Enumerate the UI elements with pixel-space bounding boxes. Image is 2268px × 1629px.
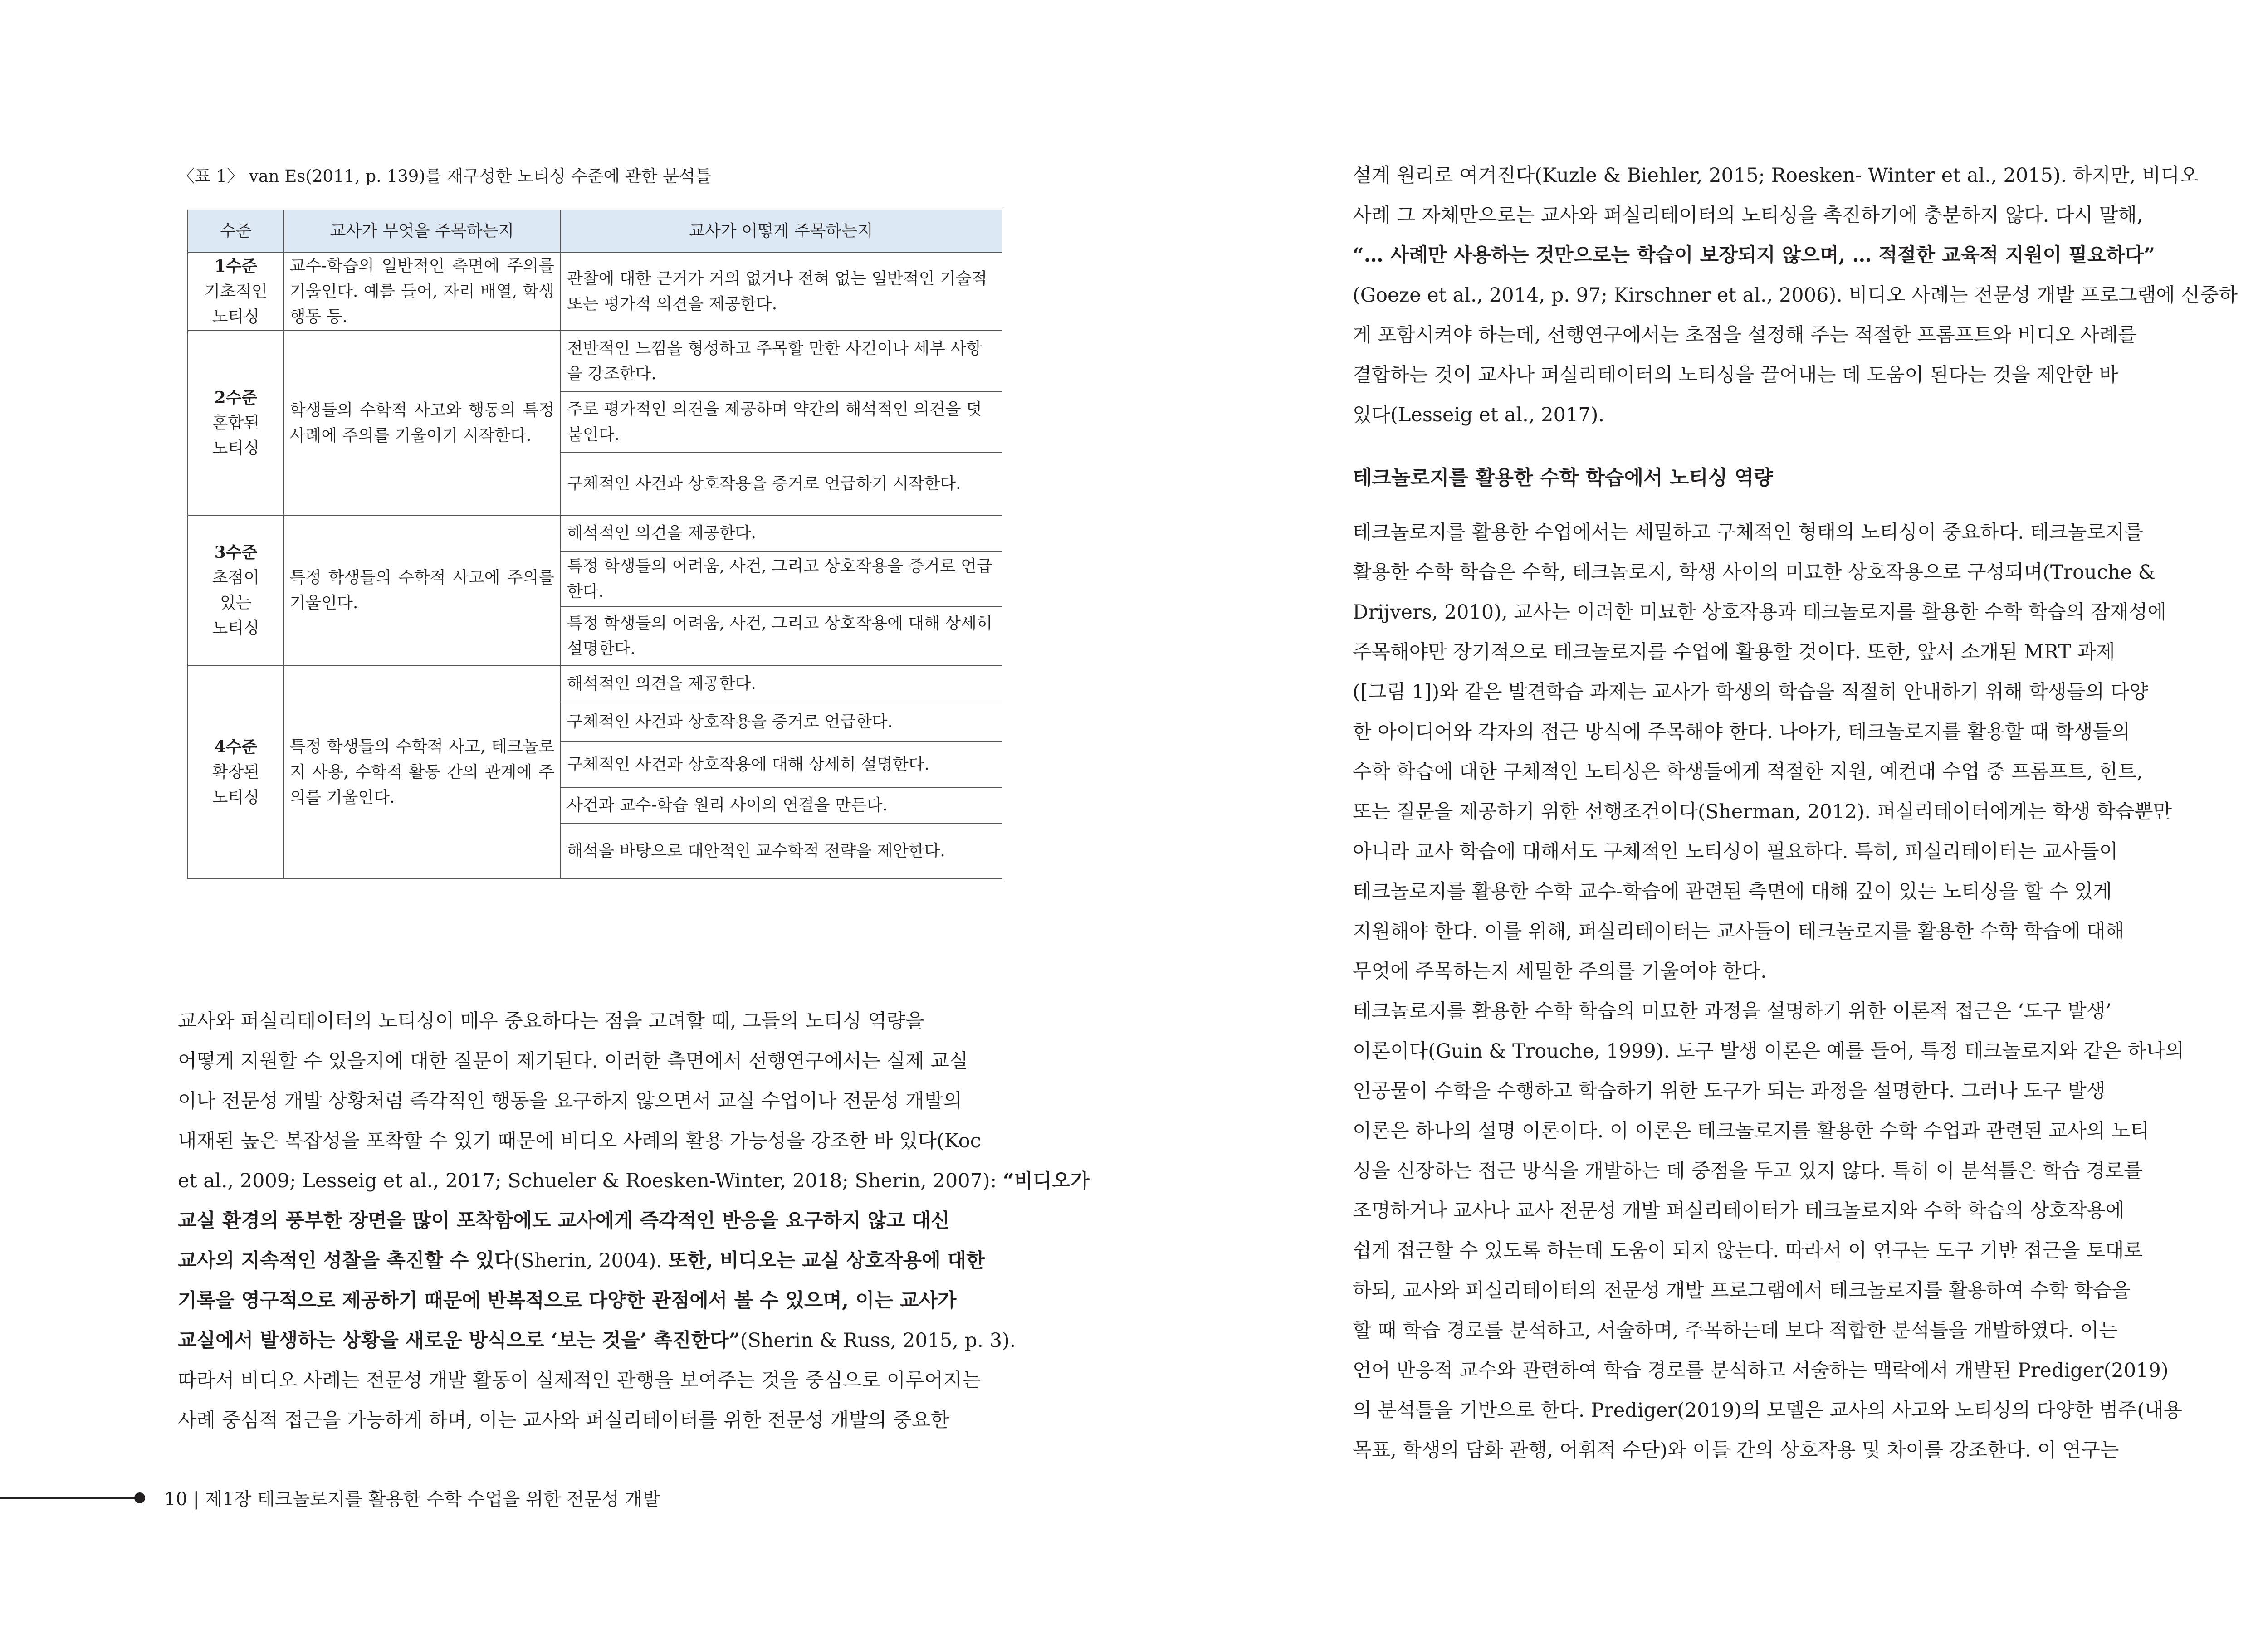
text-run: 지원해야 한다. 이를 위해, 퍼실리테이터는 교사들이 테크놀로지를 활용한 수학 학습에 대해 bbox=[1353, 920, 2124, 943]
text-line bbox=[1353, 592, 2251, 632]
text-line bbox=[178, 1241, 1031, 1281]
text-run: 내재된 높은 복잡성을 포착할 수 있기 때문에 비디오 사례의 활용 가능성을 강조한 바 있다(Koc bbox=[178, 1130, 981, 1152]
text-line bbox=[1353, 275, 2251, 315]
table-row bbox=[188, 515, 1002, 551]
how-cell: 관찰에 대한 근거가 거의 없거나 전혀 없는 일반적인 기술적 또는 평가적 의견을 제공한다. bbox=[560, 253, 1002, 331]
text-run: 무엇에 주목하는지 세밀한 주의를 기울여야 한다. bbox=[1353, 960, 1767, 983]
text-line bbox=[178, 1081, 1031, 1121]
table-row bbox=[188, 331, 1002, 392]
text-line bbox=[1353, 512, 2251, 552]
header-what: 교사가 무엇을 주목하는지 bbox=[284, 210, 560, 253]
text-line bbox=[178, 1001, 1031, 1041]
text-line bbox=[1353, 355, 2251, 395]
level-name: 혼합된 bbox=[212, 413, 260, 432]
text-line bbox=[1353, 395, 2251, 435]
how-cell: 구체적인 사건과 상호작용을 증거로 언급한다. bbox=[560, 702, 1002, 742]
bold-text: “비디오가 bbox=[1002, 1170, 1090, 1192]
text-run: Drijvers, 2010), 교사는 이러한 미묘한 상호작용과 테크놀로지를 활용한 수학 학습의 잠재성에 bbox=[1353, 601, 2166, 624]
text-run: 결합하는 것이 교사나 퍼실리테이터의 노티싱을 끌어내는 데 도움이 된다는 것을 제안한 바 bbox=[1353, 364, 2118, 386]
how-cell: 특정 학생들의 어려움, 사건, 그리고 상호작용을 증거로 언급한다. bbox=[560, 551, 1002, 607]
what-cell: 학생들의 수학적 사고와 행동의 특정 사례에 주의를 기울이기 시작한다. bbox=[284, 331, 560, 515]
text-run: (Sherin & Russ, 2015, p. 3). bbox=[740, 1329, 1016, 1352]
level-name: 노티싱 bbox=[212, 619, 260, 638]
level-number: 4수준 bbox=[214, 737, 258, 756]
text-line bbox=[1353, 912, 2251, 951]
text-line bbox=[1353, 1390, 2251, 1430]
text-line bbox=[1353, 872, 2251, 912]
bold-text: 교사의 지속적인 성찰을 촉진할 수 있다 bbox=[178, 1249, 513, 1272]
bold-text: “… 사례만 사용하는 것만으로는 학습이 보장되지 않으며, … 적절한 교육적 지원이 필요하다” bbox=[1353, 244, 2155, 267]
text-line bbox=[1353, 672, 2251, 712]
left-footer bbox=[0, 1483, 1189, 1510]
text-run: 이론이다(Guin & Trouche, 1999). 도구 발생 이론은 예를 들어, 특정 테크놀로지와 같은 하나의 bbox=[1353, 1040, 2184, 1063]
text-run: 테크놀로지를 활용한 수업에서는 세밀하고 구체적인 형태의 노티싱이 중요하다. 테크놀로지를 bbox=[1353, 521, 2143, 544]
text-line bbox=[1353, 951, 2251, 991]
text-run: 이론은 하나의 설명 이론이다. 이 이론은 테크놀로지를 활용한 수학 수업과 관련된 교사의 노티 bbox=[1353, 1120, 2150, 1142]
text-run: (Goeze et al., 2014, p. 97; Kirschner et al., 2006). 비디오 사례는 전문성 개발 프로그램에 신중하 bbox=[1353, 284, 2238, 307]
level-number: 2수준 bbox=[214, 388, 258, 407]
text-line bbox=[1353, 792, 2251, 832]
how-cell: 해석적인 의견을 제공한다. bbox=[560, 515, 1002, 551]
what-cell: 특정 학생들의 수학적 사고에 주의를 기울인다. bbox=[284, 515, 560, 666]
text-run: 테크놀로지를 활용한 수학 교수-학습에 관련된 측면에 대해 깊이 있는 노티싱을 할 수 있게 bbox=[1353, 880, 2112, 903]
footer-dot bbox=[134, 1492, 145, 1503]
text-run: 어떻게 지원할 수 있을지에 대한 질문이 제기된다. 이러한 측면에서 선행연구에서는 실제 교실 bbox=[178, 1050, 968, 1073]
text-run: 설계 원리로 여겨진다(Kuzle & Biehler, 2015; Roesken- Winter et al., 2015). 하지만, 비디오 bbox=[1353, 164, 2199, 187]
text-line bbox=[1353, 1231, 2251, 1271]
level-number: 1수준 bbox=[214, 257, 258, 276]
text-run: 하되, 교사와 퍼실리테이터의 전문성 개발 프로그램에서 테크놀로지를 활용하여 수학 학습을 bbox=[1353, 1279, 2131, 1302]
text-line bbox=[1353, 991, 2251, 1031]
level-name: 노티싱 bbox=[212, 788, 260, 807]
text-line bbox=[178, 1321, 1031, 1361]
what-cell: 교수-학습의 일반적인 측면에 주의를 기울인다. 예를 들어, 자리 배열, 학생 행동 등. bbox=[284, 253, 560, 331]
text-line bbox=[1353, 1071, 2251, 1111]
right-body-paragraph-1 bbox=[1353, 156, 2251, 435]
table-caption: 〈표 1〉 van Es(2011, p. 139)를 재구성한 노티싱 수준에 관한 분석틀 bbox=[178, 166, 712, 186]
bold-text: 교실 환경의 풍부한 장면을 많이 포착함에도 교사에게 즉각적인 반응을 요구하지 않고 대신 bbox=[178, 1210, 950, 1232]
text-run: 쉽게 접근할 수 있도록 하는데 도움이 되지 않는다. 따라서 이 연구는 도구 기반 접근을 토대로 bbox=[1353, 1239, 2143, 1262]
text-run: 사례 중심적 접근을 가능하게 하며, 이는 교사와 퍼실리테이터를 위한 전문성 개발의 중요한 bbox=[178, 1409, 949, 1432]
level-name: 있는 bbox=[220, 594, 252, 612]
bold-text: 기록을 영구적으로 제공하기 때문에 반복적으로 다양한 관점에서 볼 수 있으며, 이는 교사가 bbox=[178, 1289, 957, 1312]
text-line bbox=[1353, 1151, 2251, 1191]
text-line bbox=[1353, 712, 2251, 752]
level-name: 노티싱 bbox=[212, 307, 260, 326]
text-run: 의 분석틀을 기반으로 한다. Prediger(2019)의 모델은 교사의 사고와 노티싱의 다양한 범주(내용 bbox=[1353, 1399, 2183, 1422]
table-header-row bbox=[188, 210, 1002, 253]
bold-text: 또한, 비디오는 교실 상호작용에 대한 bbox=[668, 1249, 985, 1272]
level-name: 확장된 bbox=[212, 762, 260, 781]
text-line bbox=[1353, 1271, 2251, 1311]
text-run: 활용한 수학 학습은 수학, 테크놀로지, 학생 사이의 미묘한 상호작용으로 구성되며(Trouche & bbox=[1353, 561, 2156, 584]
text-run: (Sherin, 2004). bbox=[513, 1249, 669, 1272]
table-row bbox=[188, 666, 1002, 702]
text-run: 따라서 비디오 사례는 전문성 개발 활동이 실제적인 관행을 보여주는 것을 중심으로 이루어지는 bbox=[178, 1369, 981, 1392]
level-name: 기초적인 bbox=[204, 282, 268, 301]
bold-text: 교실에서 발생하는 상황을 새로운 방식으로 ‘보는 것을’ 촉진한다” bbox=[178, 1329, 740, 1352]
text-line bbox=[1353, 1111, 2251, 1151]
header-how: 교사가 어떻게 주목하는지 bbox=[560, 210, 1002, 253]
how-cell: 주로 평가적인 의견을 제공하며 약간의 해석적인 의견을 덧붙인다. bbox=[560, 392, 1002, 453]
level-cell bbox=[188, 515, 284, 666]
text-run: 주목해야만 장기적으로 테크놀로지를 수업에 활용할 것이다. 또한, 앞서 소개된 MRT 과제 bbox=[1353, 641, 2115, 663]
text-line bbox=[178, 1041, 1031, 1081]
text-line bbox=[1353, 632, 2251, 672]
what-cell: 특정 학생들의 수학적 사고, 테크놀로지 사용, 수학적 활동 간의 관계에 주의를 기울인다. bbox=[284, 666, 560, 878]
text-run: 사례 그 자체만으로는 교사와 퍼실리테이터의 노티싱을 촉진하기에 충분하지 않다. 다시 말해, bbox=[1353, 204, 2143, 227]
text-run: 아니라 교사 학습에 대해서도 구체적인 노티싱이 필요하다. 특히, 퍼실리테이터는 교사들이 bbox=[1353, 840, 2118, 863]
level-name: 초점이 bbox=[212, 568, 260, 587]
level-name: 노티싱 bbox=[212, 439, 260, 458]
right-body-paragraph-2 bbox=[1353, 512, 2251, 1470]
how-cell: 전반적인 느낌을 형성하고 주목할 만한 사건이나 세부 사항을 강조한다. bbox=[560, 331, 1002, 392]
level-cell bbox=[188, 331, 284, 515]
text-run: 할 때 학습 경로를 분석하고, 서술하며, 주목하는데 보다 적합한 분석틀을 개발하였다. 이는 bbox=[1353, 1319, 2118, 1342]
how-cell: 해석적인 의견을 제공한다. bbox=[560, 666, 1002, 702]
header-level: 수준 bbox=[188, 210, 284, 253]
table-row bbox=[188, 253, 1002, 331]
text-run: 또는 질문을 제공하기 위한 선행조건이다(Sherman, 2012). 퍼실리테이터에게는 학생 학습뿐만 bbox=[1353, 800, 2172, 823]
left-body-paragraph bbox=[178, 1001, 1090, 1440]
text-line bbox=[178, 1121, 1031, 1161]
text-run: et al., 2009; Lesseig et al., 2017; Schueler & Roesken-Winter, 2018; Sherin, 2007): bbox=[178, 1170, 1003, 1192]
text-run: 싱을 신장하는 접근 방식을 개발하는 데 중점을 두고 있지 않다. 특히 이 분석틀은 학습 경로를 bbox=[1353, 1160, 2143, 1182]
how-cell: 사건과 교수-학습 원리 사이의 연결을 만든다. bbox=[560, 787, 1002, 824]
how-cell: 구체적인 사건과 상호작용을 증거로 언급하기 시작한다. bbox=[560, 453, 1002, 515]
how-cell: 해석을 바탕으로 대안적인 교수학적 전략을 제안한다. bbox=[560, 824, 1002, 878]
text-line bbox=[1353, 235, 2251, 275]
how-cell: 특정 학생들의 어려움, 사건, 그리고 상호작용에 대해 상세히 설명한다. bbox=[560, 607, 1002, 666]
text-line bbox=[1353, 315, 2251, 355]
how-cell: 구체적인 사건과 상호작용에 대해 상세히 설명한다. bbox=[560, 742, 1002, 787]
text-line bbox=[1353, 1031, 2251, 1071]
text-line bbox=[1353, 195, 2251, 235]
text-line bbox=[1353, 1191, 2251, 1231]
text-line bbox=[1353, 1311, 2251, 1351]
text-run: 목표, 학생의 담화 관행, 어휘적 수단)와 이들 간의 상호작용 및 차이를 강조한다. 이 연구는 bbox=[1353, 1439, 2119, 1462]
level-cell bbox=[188, 253, 284, 331]
right-page bbox=[1189, 0, 2268, 1629]
text-line bbox=[1353, 832, 2251, 872]
text-run: 언어 반응적 교수와 관련하여 학습 경로를 분석하고 서술하는 맥락에서 개발된 Prediger(2019) bbox=[1353, 1359, 2169, 1382]
text-line bbox=[178, 1281, 1031, 1321]
text-line bbox=[1353, 1351, 2251, 1390]
text-line bbox=[178, 1361, 1031, 1400]
text-line bbox=[178, 1161, 1090, 1201]
text-line bbox=[178, 1400, 1031, 1440]
text-run: 테크놀로지를 활용한 수학 학습의 미묘한 과정을 설명하기 위한 이론적 접근은 ‘도구 발생’ bbox=[1353, 1000, 2112, 1023]
noticing-table bbox=[187, 210, 1002, 879]
left-footer-text: 10 | 제1장 테크놀로지를 활용한 수학 수업을 위한 전문성 개발 bbox=[164, 1489, 660, 1510]
section-heading: 테크놀로지를 활용한 수학 학습에서 노티싱 역량 bbox=[1353, 466, 1773, 489]
text-run: 이나 전문성 개발 상황처럼 즉각적인 행동을 요구하지 않으면서 교실 수업이나 전문성 개발의 bbox=[178, 1090, 962, 1112]
level-number: 3수준 bbox=[214, 543, 258, 562]
text-line bbox=[1353, 552, 2251, 592]
text-line bbox=[1353, 1430, 2251, 1470]
text-run: 조명하거나 교사나 교사 전문성 개발 퍼실리테이터가 테크놀로지와 수학 학습의 상호작용에 bbox=[1353, 1200, 2125, 1222]
text-line bbox=[1353, 156, 2251, 195]
text-run: 인공물이 수학을 수행하고 학습하기 위한 도구가 되는 과정을 설명한다. 그러나 도구 발생 bbox=[1353, 1080, 2106, 1102]
text-run: ([그림 1])와 같은 발견학습 과제는 교사가 학생의 학습을 적절히 안내하기 위해 학생들의 다양 bbox=[1353, 681, 2148, 703]
text-run: 수학 학습에 대한 구체적인 노티싱은 학생들에게 적절한 지원, 예컨대 수업 중 프롬프트, 힌트, bbox=[1353, 761, 2143, 783]
footer-rule bbox=[0, 1497, 138, 1499]
text-line bbox=[1353, 752, 2251, 792]
text-line bbox=[178, 1201, 1031, 1241]
level-cell bbox=[188, 666, 284, 878]
text-run: 있다(Lesseig et al., 2017). bbox=[1353, 404, 1605, 426]
text-run: 한 아이디어와 각자의 접근 방식에 주목해야 한다. 나아가, 테크놀로지를 활용할 때 학생들의 bbox=[1353, 721, 2131, 743]
text-run: 게 포함시켜야 하는데, 선행연구에서는 초점을 설정해 주는 적절한 프롬프트와 비디오 사례를 bbox=[1353, 324, 2137, 346]
text-run: 교사와 퍼실리테이터의 노티싱이 매우 중요하다는 점을 고려할 때, 그들의 노티싱 역량을 bbox=[178, 1010, 924, 1033]
